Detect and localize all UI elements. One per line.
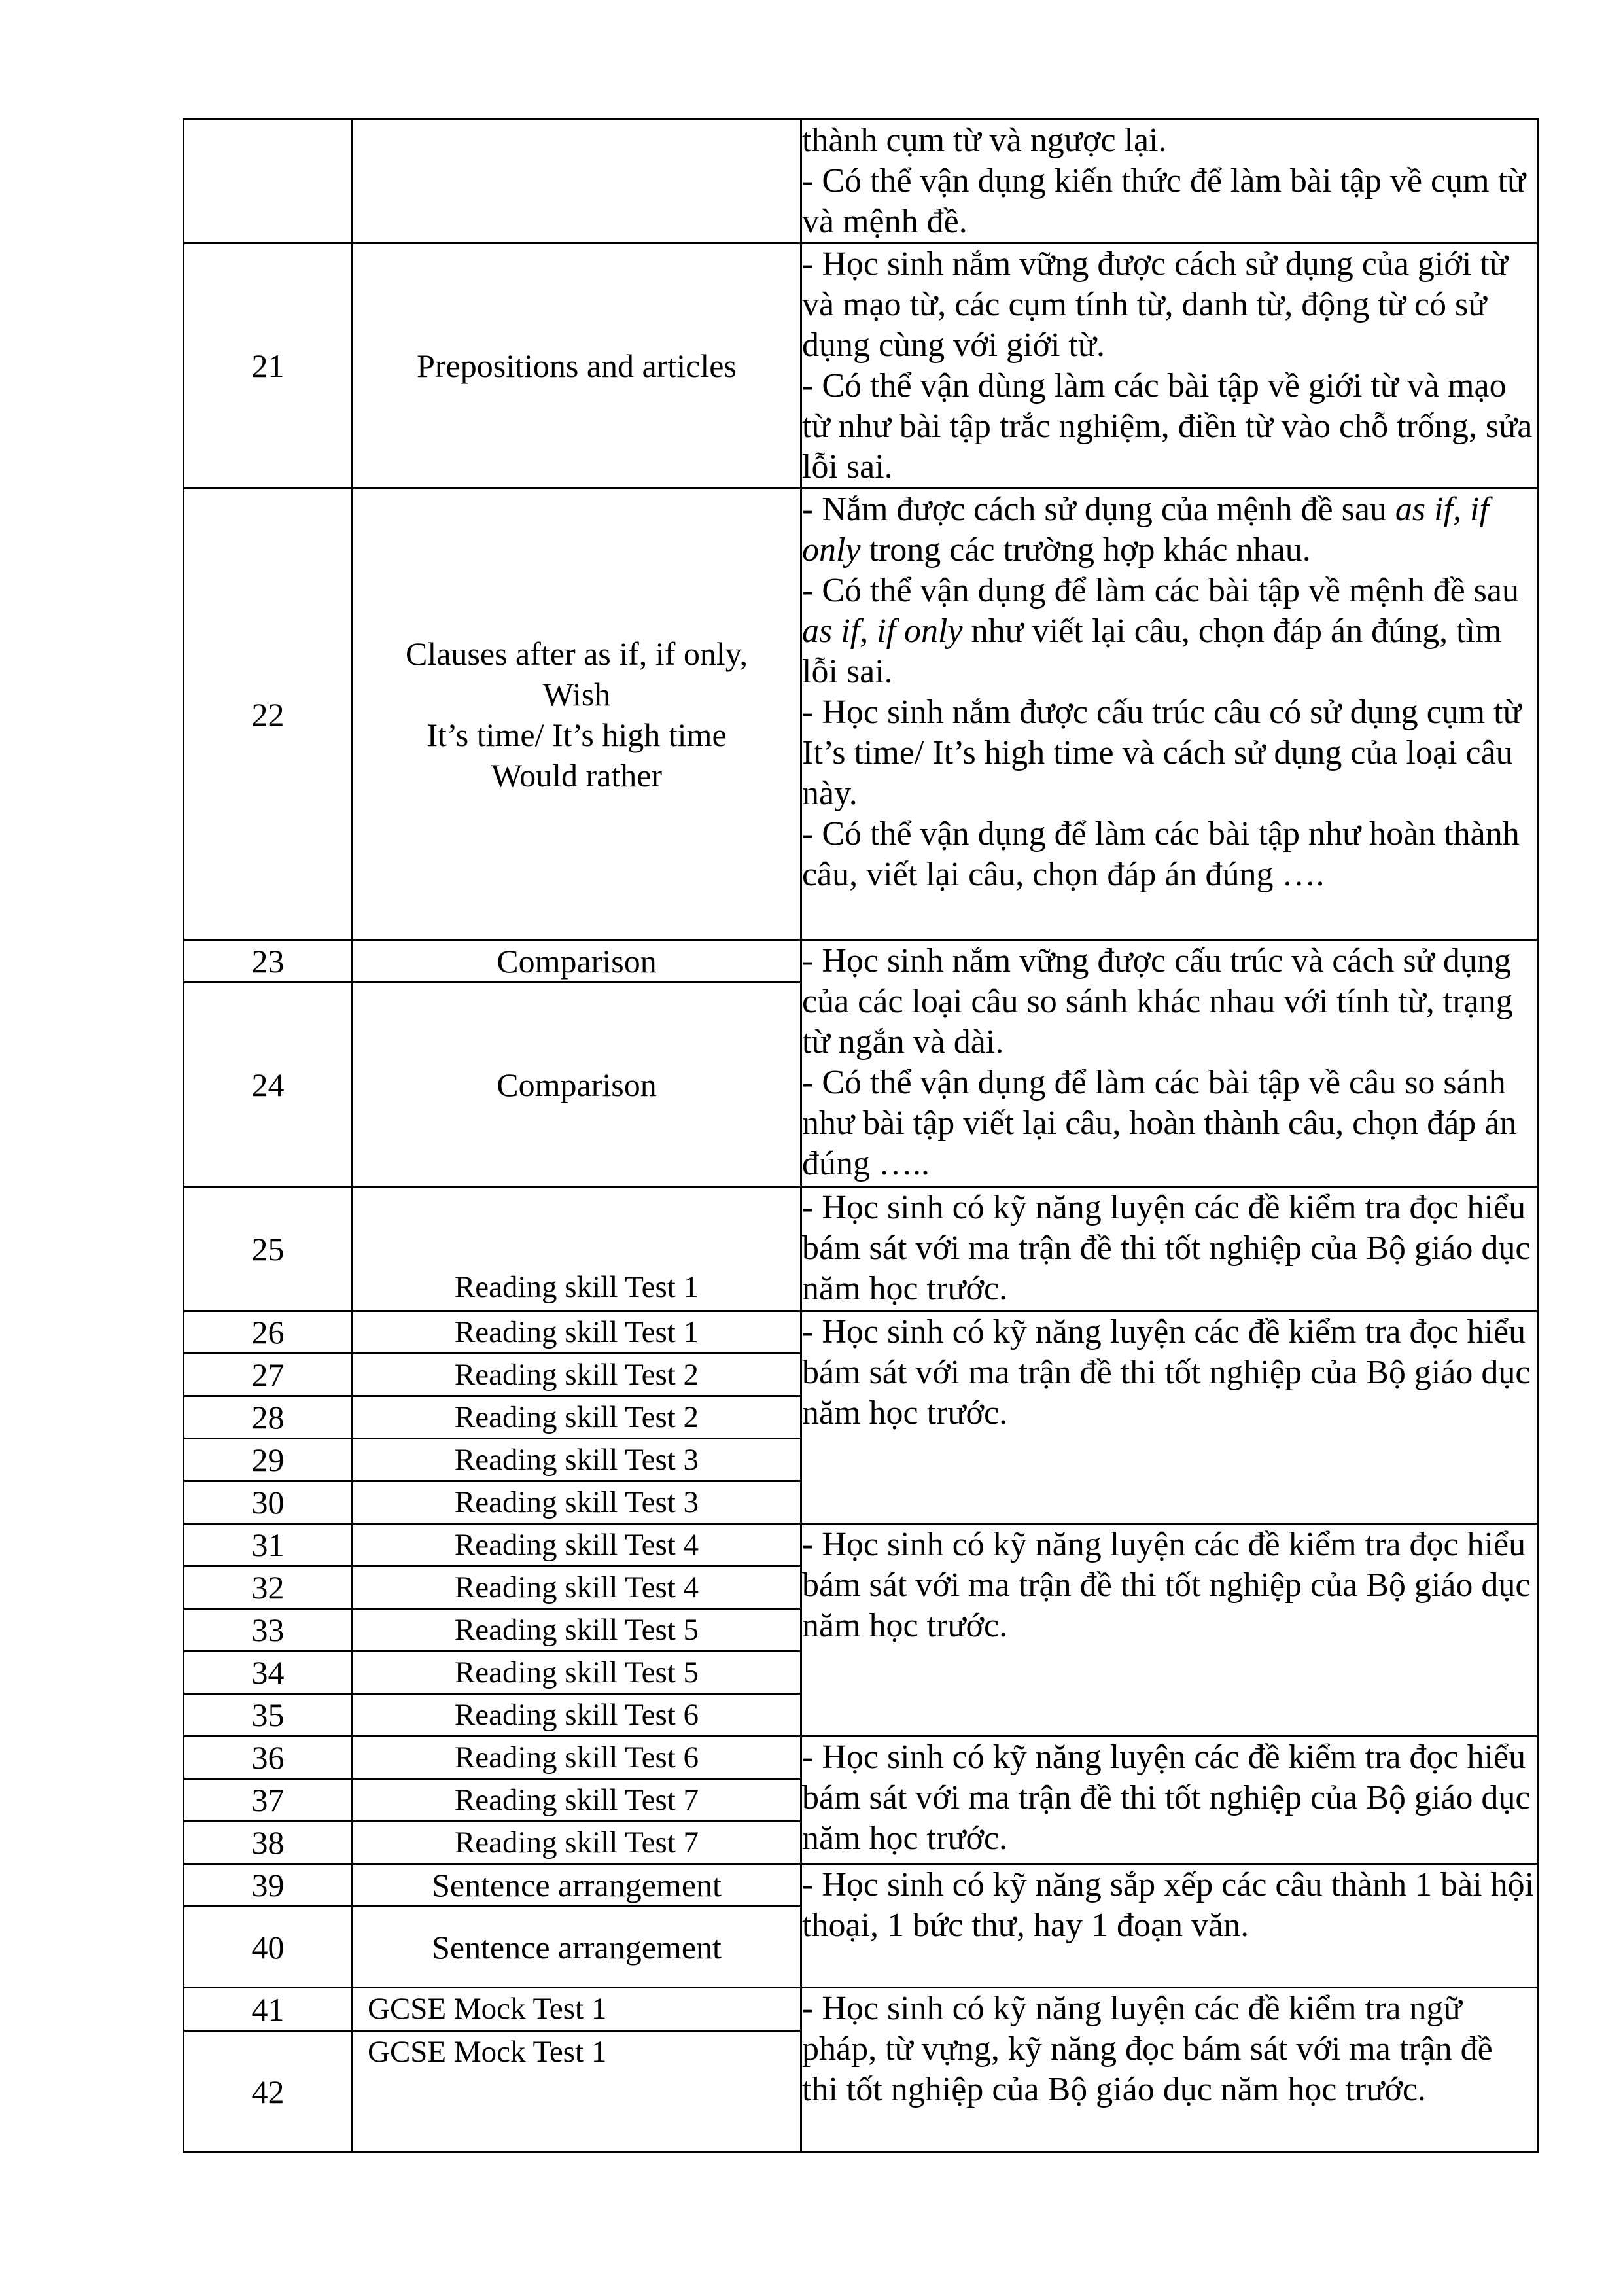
row-topic: Reading skill Test 6 (353, 1737, 801, 1779)
row-topic: Reading skill Test 5 (353, 1609, 801, 1651)
row-number: 29 (184, 1439, 353, 1481)
row-description (801, 489, 1538, 940)
row-topic: Reading skill Test 3 (353, 1439, 801, 1481)
desc-text: trong các trường hợp khác nhau. (860, 531, 1311, 569)
desc-text: - Nắm được cách sử dụng của mệnh đề sau (802, 491, 1395, 528)
desc-line: - Có thể vận dụng kiến thức để làm bài tập về cụm từ và mệnh đề. (802, 162, 1526, 240)
row-number: 25 (184, 1187, 353, 1311)
row-number: 22 (184, 489, 353, 940)
table-row (184, 243, 1538, 489)
desc-line: - Học sinh nắm vững được cách sử dụng của giới từ và mạo từ, các cụm tính từ, danh từ, động từ có sử dụng cùng với giới từ. (802, 245, 1508, 364)
row-number: 37 (184, 1779, 353, 1822)
table-row (184, 1737, 1538, 1779)
desc-line: - Có thể vận dụng để làm các bài tập như hoàn thành câu, viết lại câu, chọn đáp án đúng …. (802, 815, 1520, 893)
row-number: 27 (184, 1354, 353, 1396)
desc-line: - Có thể vận dùng làm các bài tập về giới từ và mạo từ như bài tập trắc nghiệm, điền từ vào chỗ trống, sửa lỗi sai. (802, 367, 1533, 486)
row-topic (353, 120, 801, 243)
row-topic: Reading skill Test 2 (353, 1354, 801, 1396)
row-number: 33 (184, 1609, 353, 1651)
syllabus-table (183, 118, 1539, 2153)
row-topic: GCSE Mock Test 1 (353, 1988, 801, 2031)
row-description: - Học sinh có kỹ năng luyện các đề kiểm tra đọc hiểu bám sát với ma trận đề thi tốt nghiệp của Bộ giáo dục năm học trước. (801, 1737, 1538, 1864)
desc-line: thành cụm từ và ngược lại. (802, 122, 1167, 159)
row-topic: Reading skill Test 6 (353, 1694, 801, 1737)
row-number: 24 (184, 983, 353, 1187)
row-topic: Reading skill Test 4 (353, 1524, 801, 1566)
topic-line: Clauses after as if, if only, (406, 635, 748, 672)
row-number: 41 (184, 1988, 353, 2031)
row-topic: GCSE Mock Test 1 (353, 2031, 801, 2153)
row-description (801, 940, 1538, 1187)
desc-line: - Học sinh nắm vững được cấu trúc và cách sử dụng của các loại câu so sánh khác nhau với tính từ, trạng từ ngắn và dài. (802, 942, 1513, 1061)
table-row (184, 940, 1538, 983)
row-topic: Reading skill Test 3 (353, 1481, 801, 1524)
topic-line: Would rather (491, 756, 663, 794)
row-description: - Học sinh có kỹ năng luyện các đề kiểm tra đọc hiểu bám sát với ma trận đề thi tốt nghiệp của Bộ giáo dục năm học trước. (801, 1187, 1538, 1311)
row-number: 30 (184, 1481, 353, 1524)
row-number: 21 (184, 243, 353, 489)
table-row (184, 489, 1538, 940)
row-number: 23 (184, 940, 353, 983)
row-topic: Sentence arrangement (353, 1864, 801, 1907)
row-number: 42 (184, 2031, 353, 2153)
row-topic: Comparison (353, 940, 801, 983)
row-description: - Học sinh có kỹ năng luyện các đề kiểm tra đọc hiểu bám sát với ma trận đề thi tốt nghiệp của Bộ giáo dục năm học trước. (801, 1524, 1538, 1737)
row-number: 31 (184, 1524, 353, 1566)
row-number: 35 (184, 1694, 353, 1737)
row-description: - Học sinh có kỹ năng luyện các đề kiểm tra ngữ pháp, từ vựng, kỹ năng đọc bám sát với ma trận đề thi tốt nghiệp của Bộ giáo dục năm học trước. (801, 1988, 1538, 2153)
table-row (184, 120, 1538, 243)
topic-line: It’s time/ It’s high time (427, 716, 727, 753)
row-number: 34 (184, 1651, 353, 1694)
row-topic: Reading skill Test 2 (353, 1396, 801, 1439)
desc-text: như viết lại câu, chọn đáp án đúng, tìm lỗi sai. (802, 612, 1502, 690)
row-number: 39 (184, 1864, 353, 1907)
row-number: 38 (184, 1822, 353, 1864)
row-description (801, 243, 1538, 489)
row-description: - Học sinh có kỹ năng luyện các đề kiểm tra đọc hiểu bám sát với ma trận đề thi tốt nghiệp của Bộ giáo dục năm học trước. (801, 1311, 1538, 1524)
desc-line (802, 571, 1537, 692)
row-number (184, 120, 353, 243)
row-number: 32 (184, 1566, 353, 1609)
desc-italic: as if, if only (802, 612, 963, 650)
row-number: 26 (184, 1311, 353, 1354)
row-topic (353, 489, 801, 940)
row-topic: Reading skill Test 4 (353, 1566, 801, 1609)
row-topic: Reading skill Test 1 (353, 1311, 801, 1354)
row-topic: Prepositions and articles (353, 243, 801, 489)
table-row (184, 1187, 1538, 1311)
row-topic: Reading skill Test 7 (353, 1822, 801, 1864)
row-number: 40 (184, 1907, 353, 1988)
row-topic: Reading skill Test 1 (353, 1187, 801, 1311)
table-row (184, 1524, 1538, 1566)
desc-text: - Có thể vận dụng để làm các bài tập về mệnh đề sau (802, 572, 1519, 609)
row-topic: Sentence arrangement (353, 1907, 801, 1988)
row-topic: Comparison (353, 983, 801, 1187)
desc-line: - Học sinh nắm được cấu trúc câu có sử dụng cụm từ It’s time/ It’s high time và cách sử dụng của loại câu này. (802, 694, 1522, 812)
table-row (184, 1988, 1538, 2031)
desc-line: - Có thể vận dụng để làm các bài tập về câu so sánh như bài tập viết lại câu, hoàn thành câu, chọn đáp án đúng ….. (802, 1064, 1517, 1182)
row-description: - Học sinh có kỹ năng sắp xếp các câu thành 1 bài hội thoại, 1 bức thư, hay 1 đoạn văn. (801, 1864, 1538, 1988)
desc-italic: as if, if only (802, 491, 1489, 569)
row-topic: Reading skill Test 7 (353, 1779, 801, 1822)
desc-line (802, 489, 1537, 571)
row-number: 28 (184, 1396, 353, 1439)
row-number: 36 (184, 1737, 353, 1779)
row-description (801, 120, 1538, 243)
table-row (184, 1864, 1538, 1907)
table-row (184, 1311, 1538, 1354)
topic-line: Wish (542, 675, 611, 713)
row-topic: Reading skill Test 5 (353, 1651, 801, 1694)
